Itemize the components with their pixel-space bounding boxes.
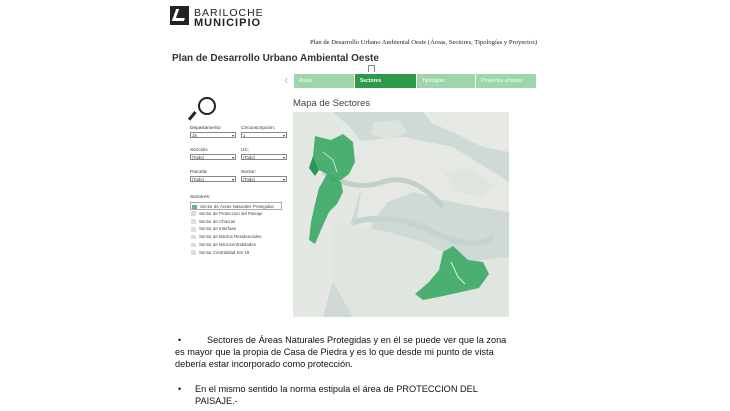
tab-sectores[interactable]: Sectores — [355, 74, 416, 88]
sector-item-label: Sector de Interfase — [199, 226, 237, 232]
filter-label-parcela: Parcela: — [190, 170, 208, 175]
sector-item[interactable] — [190, 210, 282, 218]
paragraph-1-line-2: es mayor que la propia de Casa de Piedra y es lo que desde mi punto de vista — [175, 347, 494, 357]
chevron-left-icon[interactable]: ‹ — [284, 72, 289, 87]
bullet-1: • — [178, 335, 182, 345]
sector-map[interactable] — [293, 112, 509, 317]
sector-swatch-icon — [191, 235, 196, 240]
map-canvas — [293, 112, 509, 317]
sector-item-label: Sector de Proteccion del Paisaje — [199, 210, 263, 216]
tab-tipologías[interactable]: Tipologías — [417, 74, 475, 88]
paragraph-1-line-3: debería estar incorporado como protección. — [175, 359, 353, 369]
tab-áreas[interactable]: Áreas — [294, 74, 354, 88]
sector-item-label: Sector de Chacras — [199, 218, 236, 224]
sector-swatch-icon — [191, 227, 196, 232]
departamento-select[interactable]: 19 ▾ — [192, 133, 234, 138]
sector-swatch-icon — [191, 211, 196, 216]
bullet-2: • — [178, 384, 182, 394]
chevron-down-icon: ▾ — [282, 155, 285, 160]
paragraph-2-line-1: En el mismo sentido la norma estipula el área de PROTECCION DEL — [195, 384, 478, 394]
sector-item-label: Sector Centralidad Km 18 — [199, 249, 250, 255]
bookmark-icon — [368, 65, 375, 72]
chevron-down-icon: ▾ — [231, 133, 234, 138]
filter-label-sector: Sector: — [241, 170, 257, 175]
sector-item[interactable] — [190, 218, 282, 226]
uc-select[interactable]: (Todo) ▾ — [243, 155, 285, 160]
paragraph-2-line-2: PAISAJE.- — [195, 396, 238, 406]
sector-select[interactable]: (Todo) ▾ — [243, 177, 285, 182]
circunscripcion-select[interactable]: 1 ▾ — [243, 133, 285, 138]
sector-swatch-icon — [191, 243, 196, 248]
search-icon[interactable] — [192, 97, 218, 123]
tab-proyectos-urbanos[interactable]: Proyectos urbanos — [476, 74, 536, 88]
filter-label-seccion: Sección: — [190, 148, 209, 153]
sector-item[interactable] — [190, 241, 282, 249]
sector-item[interactable] — [190, 225, 282, 233]
logo-mark-icon — [170, 6, 189, 25]
sector-swatch-icon — [191, 250, 196, 255]
chevron-down-icon: ▾ — [231, 177, 234, 182]
sector-legend — [190, 195, 282, 257]
sector-swatch-icon — [191, 219, 196, 224]
parcela-select[interactable]: (Todo) ▾ — [192, 177, 234, 182]
chevron-down-icon: ▾ — [231, 155, 234, 160]
sector-item-label: Sector de Barrios Residenciales — [199, 234, 262, 240]
logo-line1: BARILOCHE — [194, 7, 264, 19]
sector-swatch-icon — [192, 205, 197, 210]
map-title: Mapa de Sectores — [293, 98, 371, 109]
filter-label-uc: UC: — [241, 148, 250, 153]
filter-label-departamento: Departamento: — [190, 126, 222, 131]
page-title: Plan de Desarrollo Urbano Ambiental Oeste — [172, 53, 379, 64]
sector-item[interactable] — [190, 249, 282, 257]
chevron-down-icon: ▾ — [282, 133, 285, 138]
filter-label-circunscripcion: Circunscripción: — [241, 126, 276, 131]
sector-item-label: Sector de Áreas Naturales Protegidas — [200, 204, 274, 209]
sector-item-label: Sector de Microcentralidades — [199, 241, 256, 247]
seccion-select[interactable]: (Todo) ▾ — [192, 155, 234, 160]
document-header: Plan de Desarrollo Urbano Ambiental Oeste (Áreas, Sectores, Tipologías y Proyectos) — [310, 39, 538, 46]
sectors-title: Sectores: — [190, 195, 211, 200]
chevron-down-icon: ▾ — [282, 177, 285, 182]
paragraph-1-line-1: Sectores de Áreas Naturales Protegidas y en él se puede ver que la zona — [207, 335, 507, 345]
tab-bar — [294, 74, 537, 88]
sector-item[interactable] — [190, 233, 282, 241]
logo-line2: MUNICIPIO — [194, 17, 262, 29]
municipio-logo — [170, 6, 270, 30]
sector-item[interactable] — [190, 202, 282, 210]
